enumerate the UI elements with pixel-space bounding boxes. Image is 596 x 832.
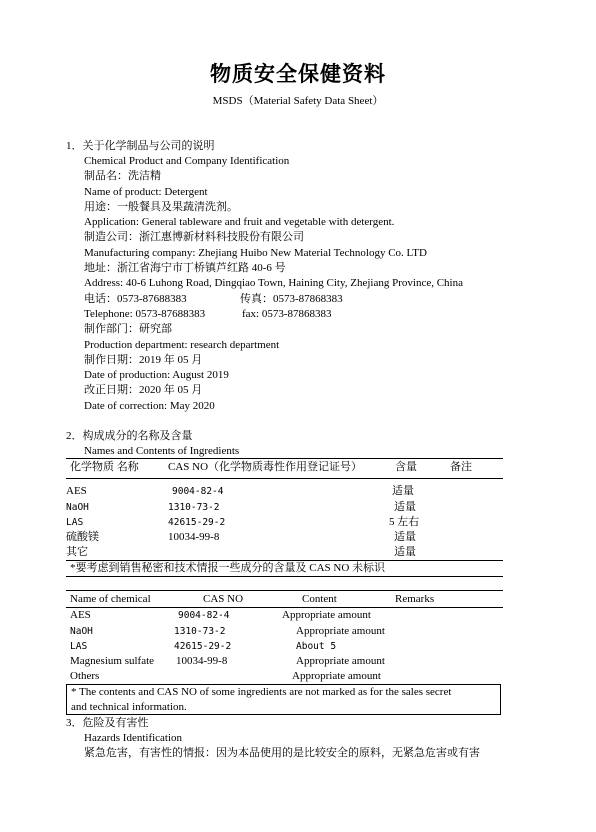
table-en-header-cas: CAS NO (203, 593, 244, 605)
section1-body (84, 154, 524, 414)
table-row: 硫酸镁 (66, 531, 99, 543)
table-cell-cas: 42615-29-2 (168, 517, 226, 528)
table-cell-content: Appropriate amount (296, 625, 385, 637)
table-cell-cas: 1310-73-2 (168, 502, 220, 513)
section3-text: 紧急危害，有害性的情报：因为本品使用的是比较安全的原料，无紧急危害或有害 (84, 747, 480, 759)
application-cn: 用途：一般餐具及果蔬清洗剂。 (84, 200, 238, 213)
table-row: Magnesium sulfate (70, 655, 155, 667)
table-cn-header-content: 含量 (395, 461, 417, 473)
application-en: Application: General tableware and fruit and vegetable with detergent. (84, 216, 395, 229)
table-en-header-name: Name of chemical (70, 593, 151, 605)
table-en-header-remarks: Remarks (395, 593, 435, 605)
table-row: LAS (70, 641, 88, 652)
fax-cn: 传真：0573-87868383 (240, 292, 343, 305)
table-en-note-line1: * The contents and CAS NO of some ingredients are not marked as for the sales secret (71, 686, 452, 698)
table-row: NaOH (66, 502, 89, 513)
table-cn-header-rule (66, 478, 503, 479)
table-cn-note: *要考虑到销售秘密和技术情报一些成分的含量及 CAS NO 未标识 (70, 562, 386, 574)
table-cell-content: 适量 (394, 501, 416, 513)
table-row: NaOH (70, 626, 93, 637)
table-cell-cas: 42615-29-2 (174, 641, 232, 652)
table-cell-content: Appropriate amount (282, 609, 371, 621)
table-row: 其它 (66, 546, 88, 558)
table-cn-header-remarks: 备注 (450, 461, 472, 473)
table-cn-bottom-rule (66, 576, 503, 577)
table-cell-cas: 9004-82-4 (172, 486, 224, 497)
table-row: Others (70, 670, 100, 682)
table-en-header-content: Content (302, 593, 337, 605)
table-cell-content: Appropriate amount (296, 655, 385, 667)
table-cn-header-cas: CAS NO（化学物质毒性作用登记证号） (168, 461, 363, 473)
product-name-en: Name of product: Detergent (84, 185, 208, 198)
table-row: AES (70, 609, 91, 621)
tel-cn: 电话：0573-87688383 (84, 292, 187, 305)
table-cell-cas: 10034-99-8 (176, 655, 228, 667)
section2-heading-en: Names and Contents of Ingredients (84, 445, 240, 457)
table-cell-cas: 1310-73-2 (174, 626, 226, 637)
prod-date-cn: 制作日期：2019 年 05 月 (84, 353, 203, 366)
table-cell-content: 适量 (394, 531, 416, 543)
table-cn-header-name: 化学物质 名称 (70, 461, 139, 473)
table-cell-content: 5 左右 (389, 516, 420, 528)
table-cell-cas: 10034-99-8 (168, 531, 220, 543)
section2-heading: 2．构成成分的名称及含量 (66, 430, 193, 442)
table-cell-content: About 5 (296, 641, 337, 652)
dept-en: Production department: research department (84, 338, 280, 351)
company-cn: 制造公司：浙江惠博新材料科技股份有限公司 (84, 231, 304, 244)
document-subtitle: MSDS（Material Safety Data Sheet） (212, 95, 384, 107)
corr-date-en: Date of correction: May 2020 (84, 399, 215, 412)
table-row: AES (66, 485, 87, 497)
table-cell-content: 适量 (394, 546, 416, 558)
section3-heading-en: Hazards Identification (84, 732, 183, 744)
table-cell-content: Appropriate amount (292, 670, 381, 682)
address-cn: 地址：浙江省海宁市丁桥镇芦红路 40-6 号 (84, 262, 286, 275)
company-en: Manufacturing company: Zhejiang Huibo New Material Technology Co. LTD (84, 246, 427, 259)
corr-date-cn: 改正日期：2020 年 05 月 (84, 384, 203, 397)
phone-fax-cn (84, 292, 524, 307)
fax-en: fax: 0573-87868383 (242, 307, 332, 320)
product-name-cn: 制品名：洗洁精 (84, 170, 161, 183)
table-row: LAS (66, 517, 84, 528)
tel-en: Telephone: 0573-87688383 (84, 307, 206, 320)
table-cell-cas: 9004-82-4 (178, 610, 230, 621)
prod-date-en: Date of production: August 2019 (84, 369, 229, 382)
table-en-note-box (66, 684, 501, 715)
section3-heading: 3．危险及有害性 (66, 717, 149, 729)
table-cn-top-rule (66, 458, 503, 459)
section1-heading-en: Chemical Product and Company Identification (84, 155, 290, 167)
table-cell-content: 适量 (392, 485, 414, 497)
section1-heading: 1．关于化学制品与公司的说明 (66, 140, 215, 152)
table-en-note-line2: and technical information. (71, 701, 187, 713)
address-en: Address: 40-6 Luhong Road, Dingqiao Town, Haining City, Zhejiang Province, China (84, 277, 463, 290)
phone-fax-en (84, 307, 524, 322)
document-title: 物质安全保健资料 (210, 62, 386, 86)
table-en-top-rule (66, 590, 503, 591)
dept-cn: 制作部门：研究部 (84, 323, 172, 336)
